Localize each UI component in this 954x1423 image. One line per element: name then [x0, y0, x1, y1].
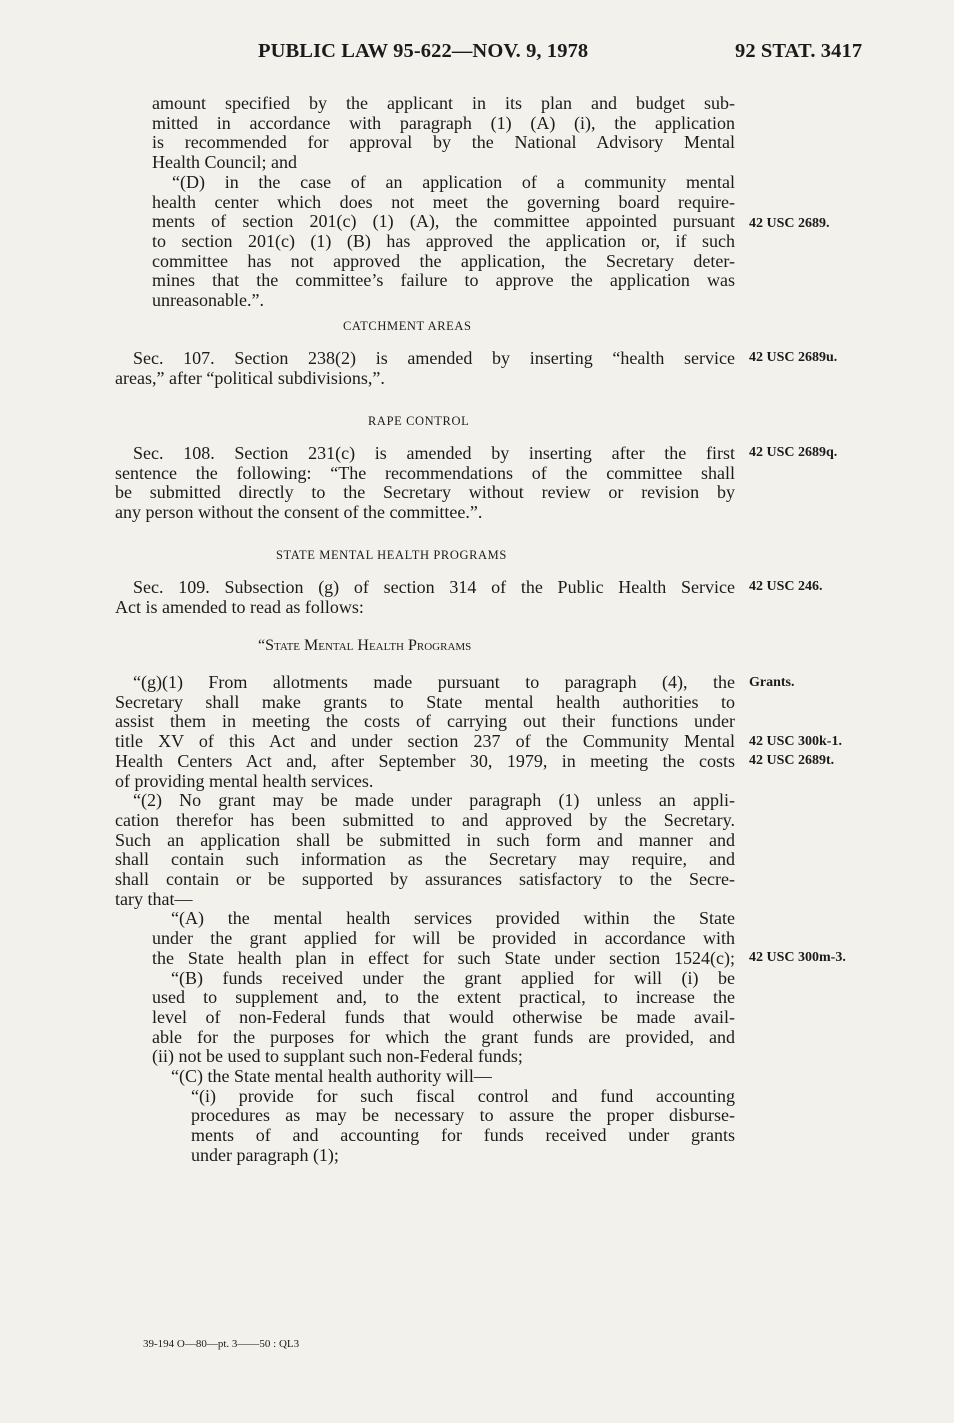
margin-note: 42 USC 246. — [749, 579, 823, 594]
text-line: Secretary shall make grants to State mental health authorities to — [115, 692, 735, 712]
text-line: Sec. 109. Subsection (g) of section 314 of the Public Health Service — [133, 578, 735, 597]
text-line: Sec. 107. Section 238(2) is amended by inserting “health service — [133, 349, 735, 368]
text-line: used to supplement and, to the extent practical, to increase the — [152, 988, 735, 1008]
running-head-title: PUBLIC LAW 95-622—NOV. 9, 1978 — [258, 40, 589, 62]
section-heading: CATCHMENT AREAS — [343, 319, 472, 333]
text-line: cation therefor has been submitted to and approved by the Secretary. — [115, 810, 735, 830]
text-line: Sec. 108. Section 231(c) is amended by inserting after the first — [133, 444, 735, 463]
text-line: shall contain such information as the Secretary may require, and — [115, 850, 735, 870]
text-line: mitted in accordance with paragraph (1) (A) (i), the application — [152, 113, 735, 133]
section-heading: STATE MENTAL HEALTH PROGRAMS — [276, 548, 507, 562]
section-109-text — [115, 578, 735, 617]
text-line: shall contain or be supported by assurances satisfactory to the Secre- — [115, 870, 735, 890]
section-108-text — [115, 444, 735, 523]
text-line: unreasonable.”. — [152, 291, 264, 311]
margin-note: 42 USC 2689. — [749, 216, 830, 231]
text-line: title XV of this Act and under section 237 of the Community Mental — [115, 732, 735, 752]
text-line: amount specified by the applicant in its plan and budget sub- — [152, 94, 735, 113]
text-line: Health Council; and — [152, 153, 297, 173]
text-line: “(A) the mental health services provided within the State — [171, 909, 735, 929]
margin-note: 42 USC 2689t. — [749, 753, 835, 768]
text-line: tary that— — [115, 889, 193, 909]
subsection-g-text — [115, 673, 735, 1166]
text-line: areas,” after “political subdivisions,”. — [115, 368, 385, 388]
text-line: Health Centers Act and, after September 30, 1979, in meeting the costs — [115, 751, 735, 771]
margin-note: 42 USC 2689q. — [749, 445, 838, 460]
text-line: any person without the consent of the committee.”. — [115, 503, 483, 523]
text-line: the State health plan in effect for such State under section 1524(c); — [152, 948, 735, 968]
text-line: “(g)(1) From allotments made pursuant to paragraph (4), the — [133, 673, 735, 692]
running-head-stat: 92 STAT. 3417 — [735, 40, 863, 62]
text-line: Such an application shall be submitted in such form and manner and — [115, 830, 735, 850]
section-heading: RAPE CONTROL — [368, 414, 470, 428]
text-line: sentence the following: “The recommendations of the committee shall — [115, 463, 735, 483]
subheading: “State Mental Health Programs — [258, 637, 472, 654]
text-line: under paragraph (1); — [191, 1145, 339, 1165]
text-line: level of non-Federal funds that would otherwise be made avail- — [152, 1007, 735, 1027]
text-line: “(D) in the case of an application of a community mental — [172, 172, 735, 192]
text-line: of providing mental health services. — [115, 771, 374, 791]
text-line: health center which does not meet the governing board require- — [152, 192, 735, 212]
text-line: (ii) not be used to supplant such non-Federal funds; — [152, 1047, 523, 1067]
margin-note: Grants. — [749, 675, 795, 690]
text-line: is recommended for approval by the National Advisory Mental — [152, 133, 735, 153]
text-line: able for the purposes for which the grant funds are provided, and — [152, 1027, 735, 1047]
margin-note: 42 USC 300k-1. — [749, 734, 842, 749]
text-line: ments of section 201(c) (1) (A), the committee appointed pursuant — [152, 212, 735, 232]
margin-note: 42 USC 2689u. — [749, 350, 838, 365]
continuation-text — [152, 94, 735, 311]
text-line: Act is amended to read as follows: — [115, 597, 364, 617]
text-line: “(2) No grant may be made under paragraph (1) unless an appli- — [133, 791, 735, 811]
margin-note: 42 USC 300m-3. — [749, 950, 846, 965]
text-line: to section 201(c) (1) (B) has approved the application or, if such — [152, 231, 735, 251]
text-line: “(B) funds received under the grant applied for will (i) be — [171, 968, 735, 988]
text-line: mines that the committee’s failure to approve the application was — [152, 271, 735, 291]
text-line: be submitted directly to the Secretary without review or revision by — [115, 483, 735, 503]
text-line: committee has not approved the application, the Secretary deter- — [152, 251, 735, 271]
text-line: under the grant applied for will be provided in accordance with — [152, 929, 735, 949]
text-line: assist them in meeting the costs of carrying out their functions under — [115, 712, 735, 732]
text-line: ments of and accounting for funds received under grants — [191, 1126, 735, 1146]
print-footer: 39-194 O—80—pt. 3——50 : QL3 — [143, 1338, 300, 1350]
text-line: procedures as may be necessary to assure the proper disburse- — [191, 1106, 735, 1126]
section-107-text — [115, 349, 735, 388]
text-line: “(C) the State mental health authority will— — [171, 1067, 492, 1087]
text-line: “(i) provide for such fiscal control and fund accounting — [191, 1086, 735, 1106]
